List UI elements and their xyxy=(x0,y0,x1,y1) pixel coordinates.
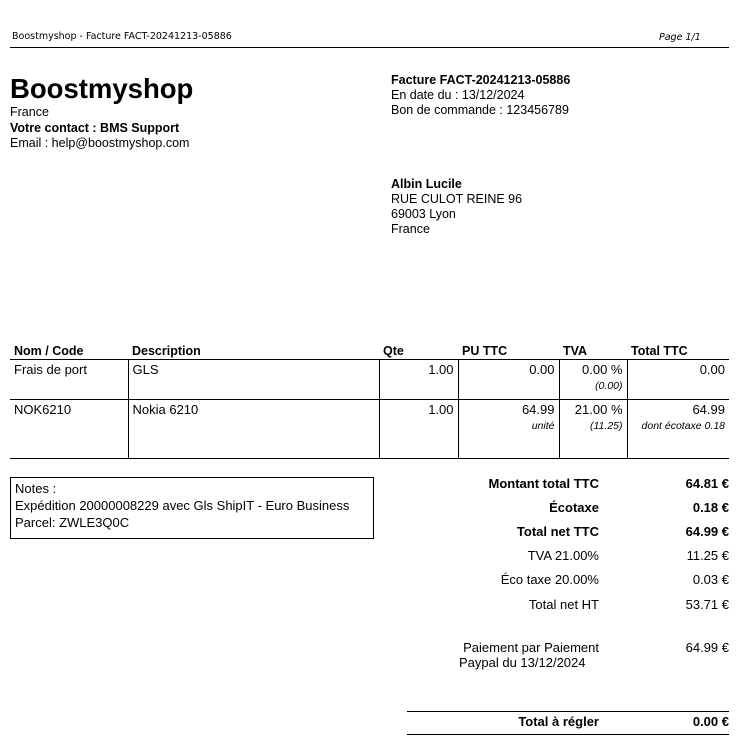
cell-qty: 1.00 xyxy=(379,400,458,459)
column-header-code: Nom / Code xyxy=(10,342,128,360)
payment-date: Paypal du 13/12/2024 xyxy=(459,655,586,670)
eco-vat-value: 0.03 € xyxy=(692,572,729,587)
column-header-unit-price: PU TTC xyxy=(458,342,559,360)
cell-unit-price xyxy=(458,360,559,400)
cell-vat xyxy=(559,360,627,400)
cell-vat xyxy=(559,400,627,459)
payment-label: Paiement par Paiement xyxy=(463,640,599,655)
total-ttc-value: 64.81 € xyxy=(685,476,729,491)
cell-description: GLS xyxy=(128,360,379,400)
page-number: Page 1/1 xyxy=(659,32,701,43)
unit-price-value: 0.00 xyxy=(529,362,555,377)
net-ttc-value: 64.99 € xyxy=(685,524,729,539)
vat-rate: 0.00 % xyxy=(582,362,623,377)
total-ttc-label: Montant total TTC xyxy=(488,476,599,491)
eco-vat-label: Éco taxe 20.00% xyxy=(500,572,599,587)
unit-price-note: unité xyxy=(531,420,555,432)
notes-title: Notes : xyxy=(15,481,57,496)
total-due-divider-top xyxy=(407,711,729,712)
vat-amount: (11.25) xyxy=(590,420,623,432)
total-due-label: Total à régler xyxy=(518,714,599,729)
cell-code: Frais de port xyxy=(10,360,128,400)
cell-total xyxy=(627,400,729,459)
table-row xyxy=(10,360,729,400)
vat-amount: (0.00) xyxy=(595,380,623,392)
table-header-row xyxy=(10,342,729,360)
company-email: Email : help@boostmyshop.com xyxy=(10,136,190,150)
order-number: Bon de commande : 123456789 xyxy=(391,103,569,117)
notes-box xyxy=(10,477,374,539)
payment-value: 64.99 € xyxy=(685,640,729,655)
column-header-qty: Qte xyxy=(379,342,458,360)
net-ht-label: Total net HT xyxy=(528,597,599,612)
cell-code: NOK6210 xyxy=(10,400,128,459)
unit-price-value: 64.99 xyxy=(521,402,555,417)
customer-street: RUE CULOT REINE 96 xyxy=(391,192,523,206)
company-country: France xyxy=(10,105,49,119)
column-header-description: Description xyxy=(128,342,379,360)
column-header-total: Total TTC xyxy=(627,342,729,360)
net-ht-value: 53.71 € xyxy=(685,597,729,612)
cell-qty: 1.00 xyxy=(379,360,458,400)
column-header-vat: TVA xyxy=(559,342,627,360)
invoice-items-table xyxy=(10,342,729,459)
cell-description: Nokia 6210 xyxy=(128,400,379,459)
total-note: dont écotaxe 0.18 xyxy=(641,420,725,432)
company-name: Boostmyshop xyxy=(10,73,194,104)
total-value: 64.99 xyxy=(692,402,725,417)
customer-name: Albin Lucile xyxy=(391,177,462,191)
header-divider xyxy=(10,47,729,48)
customer-country: France xyxy=(391,222,430,236)
invoice-date: En date du : 13/12/2024 xyxy=(391,88,525,102)
notes-parcel: Parcel: ZWLE3Q0C xyxy=(15,515,130,530)
vat-rate: 21.00 % xyxy=(574,402,623,417)
notes-shipment: Expédition 20000008229 avec Gls ShipIT - Euro Business xyxy=(15,498,350,513)
vat-total-label: TVA 21.00% xyxy=(527,548,599,563)
table-row xyxy=(10,400,729,459)
total-due-value: 0.00 € xyxy=(692,714,729,729)
customer-city: 69003 Lyon xyxy=(391,207,456,221)
invoice-title: Facture FACT-20241213-05886 xyxy=(391,73,571,87)
net-ttc-label: Total net TTC xyxy=(516,524,599,539)
vat-total-value: 11.25 € xyxy=(686,548,729,563)
cell-total xyxy=(627,360,729,400)
ecotax-value: 0.18 € xyxy=(692,500,729,515)
document-header-title: Boostmyshop - Facture FACT-20241213-05886 xyxy=(12,31,232,42)
total-due-divider-bottom xyxy=(407,734,729,735)
cell-unit-price xyxy=(458,400,559,459)
ecotax-label: Écotaxe xyxy=(549,500,599,515)
company-contact: Votre contact : BMS Support xyxy=(10,121,180,135)
total-value: 0.00 xyxy=(699,362,725,377)
